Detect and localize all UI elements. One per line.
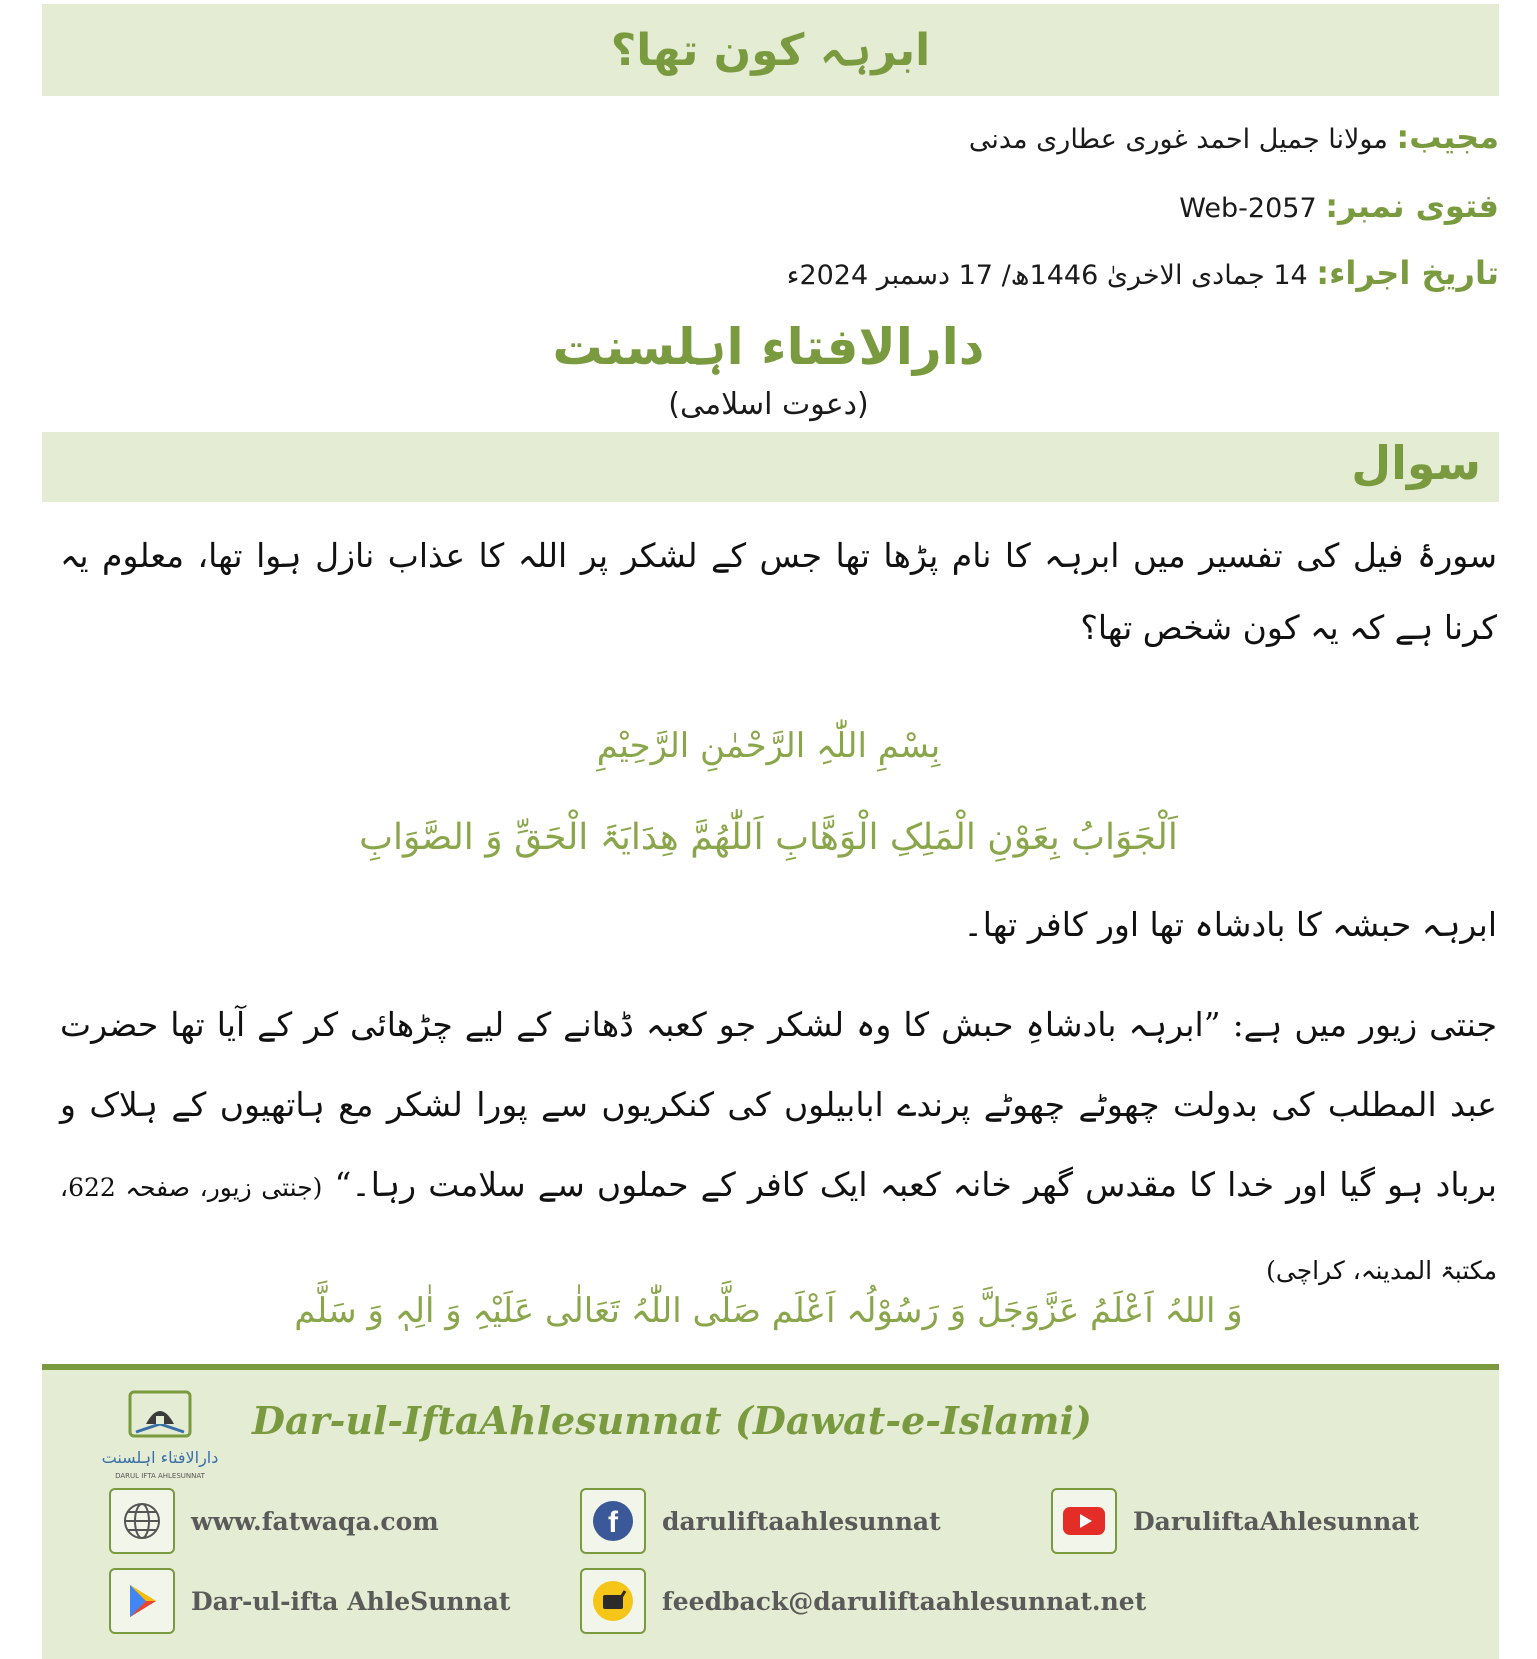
institution-subtitle: (دعوت اسلامی): [668, 387, 869, 422]
issue-date-value: 14 جمادی الاخریٰ 1446ھ/ 17 دسمبر 2024ء: [786, 260, 1308, 291]
logo-text: دارالافتاء اہلسنت: [101, 1448, 219, 1467]
facebook-icon: [580, 1488, 646, 1554]
youtube-text: DaruliftaAhlesunnat: [1133, 1506, 1420, 1536]
website-text: www.fatwaqa.com: [191, 1506, 439, 1536]
question-heading: سوال: [1351, 436, 1481, 490]
feedback-link[interactable]: [580, 1568, 1146, 1634]
website-link[interactable]: [109, 1488, 439, 1554]
feedback-icon: [580, 1568, 646, 1634]
issue-date-label: تاریخ اجراء:: [1316, 254, 1499, 292]
mujeeb-label: مجیب:: [1396, 118, 1499, 156]
fatwa-number-row: [1179, 187, 1499, 225]
logo-subtext: DARUL IFTA AHLESUNNAT: [115, 1472, 205, 1480]
youtube-link[interactable]: [1051, 1488, 1419, 1554]
page-title: ابرہہ کون تھا؟: [610, 24, 931, 76]
footer: [42, 1364, 1499, 1659]
fatwa-number-label: فتوی نمبر:: [1325, 187, 1499, 225]
fatwa-number-value: Web-2057: [1179, 193, 1317, 224]
play-store-icon: [109, 1568, 175, 1634]
youtube-icon: [1051, 1488, 1117, 1554]
globe-icon: [109, 1488, 175, 1554]
answer-quote: [60, 985, 1497, 1311]
question-text: سورۂ فیل کی تفسیر میں ابرہہ کا نام پڑھا تھا جس کے لشکر پر اللہ کا عذاب نازل ہوا تھا، معلوم یہ کرنا ہے کہ یہ کون شخص تھا؟: [60, 536, 1497, 647]
facebook-link[interactable]: [580, 1488, 941, 1554]
question-band: [42, 432, 1499, 502]
answer-quote-text: جنتی زیور میں ہے: ”ابرہہ بادشاہِ حبش کا وہ لشکر جو کعبہ ڈھانے کے لیے چڑھائی کر کے آیا تھا حضرت عبد المطلب کی بدولت چھوٹے چھوٹے پرندے ابابیلوں کی کنکریوں سے پورا لشکر مع ہاتھیوں کے ہلاک و برباد ہو گیا اور خدا کا مقدس گھر خانہ کعبہ ایک کافر کے حملوں سے سلامت رہا۔“: [60, 1005, 1497, 1204]
closing-dua: وَ اللہُ اَعْلَمُ عَزَّوَجَلَّ وَ رَسُوْلُہ اَعْلَم صَلَّی اللّٰہُ تَعَالٰی عَلَیْہِ وَ اٰلِہٖ وَ سَلَّم: [294, 1291, 1243, 1331]
answer-opening: اَلْجَوَابُ بِعَوْنِ الْمَلِکِ الْوَھَّابِ اَللّٰھُمَّ ھِدَایَۃَ الْحَقِّ وَ الصَّوَابِ: [359, 817, 1178, 858]
play-store-text: Dar-ul-ifta AhleSunnat: [191, 1586, 511, 1616]
brand-name: Dar-ul-IftaAhlesunnat (Dawat-e-Islami): [252, 1398, 1092, 1443]
title-band: [42, 4, 1499, 96]
institution-name: دارالافتاء اہلسنت: [552, 318, 985, 376]
svg-text:f: f: [608, 1506, 618, 1539]
darulifta-logo: [100, 1388, 220, 1488]
answer-line-1: ابرہہ حبشہ کا بادشاہ تھا اور کافر تھا۔: [963, 905, 1497, 944]
feedback-text: feedback@daruliftaahlesunnat.net: [662, 1586, 1147, 1616]
bismillah: بِسْمِ اللّٰہِ الرَّحْمٰنِ الرَّحِیْمِ: [596, 726, 941, 766]
answer-reference: (جنتی زیور، صفحہ 622، مکتبۃ المدینہ، کراچی): [60, 1173, 1497, 1285]
issue-date-row: [787, 254, 1499, 292]
mujeeb-value: مولانا جمیل احمد غوری عطاری مدنی: [968, 124, 1388, 155]
facebook-text: daruliftaahlesunnat: [662, 1506, 941, 1536]
mujeeb-row: [969, 118, 1499, 156]
play-store-link[interactable]: [109, 1568, 510, 1634]
